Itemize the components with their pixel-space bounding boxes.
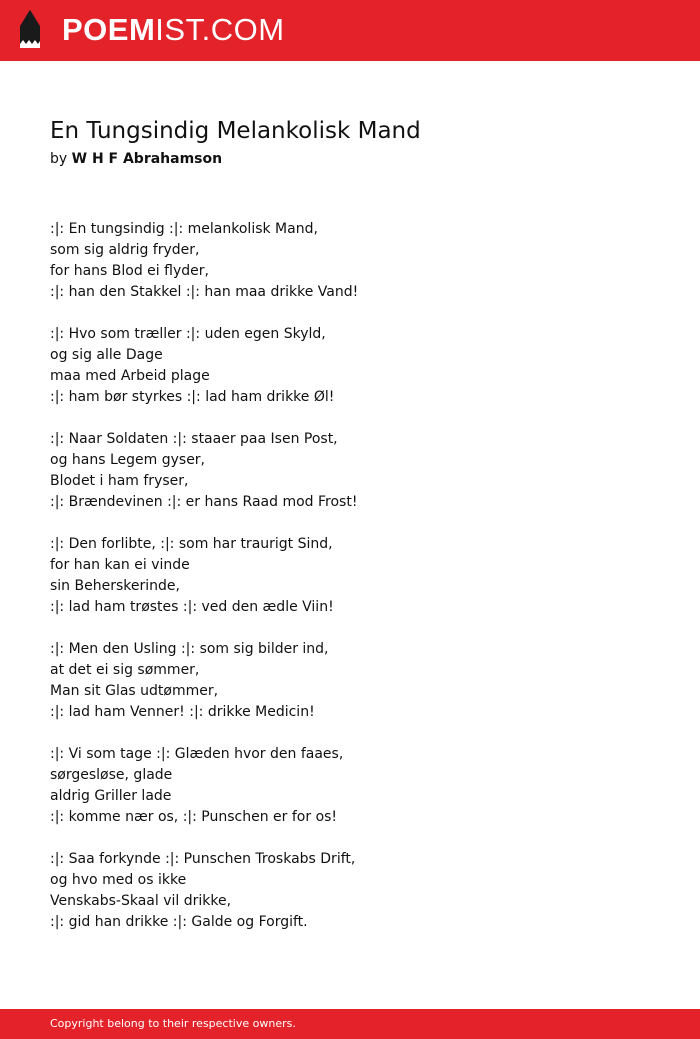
poem-line: :|: gid han drikke :|: Galde og Forgift. [50,914,308,930]
poem-title: En Tungsindig Melankolisk Mand [50,118,421,144]
stanza [50,324,358,408]
poem-line: :|: ham bør styrkes :|: lad ham drikke Øl! [50,389,335,405]
stanza [50,849,358,933]
poem-line: og sig alle Dage [50,347,163,363]
poem-line: :|: Brændevinen :|: er hans Raad mod Frost! [50,494,358,510]
poem-line: for hans Blod ei flyder, [50,263,209,279]
by-label: by [50,151,68,167]
poem-line: for han kan ei vinde [50,557,190,573]
poem-line: aldrig Griller lade [50,788,172,804]
poem-line: :|: lad ham Venner! :|: drikke Medicin! [50,704,315,720]
poem-line: :|: han den Stakkel :|: han maa drikke Vand! [50,284,359,300]
poem-line: Man sit Glas udtømmer, [50,683,219,699]
byline [50,149,222,169]
poem-line: Venskabs-Skaal vil drikke, [50,893,232,909]
poem-line: :|: Naar Soldaten :|: staaer paa Isen Post, [50,431,338,447]
poem-line: :|: Hvo som træller :|: uden egen Skyld, [50,326,326,342]
logo-light-text: IST.COM [155,12,285,47]
pencil-logo-icon [18,10,42,50]
stanza [50,534,358,618]
poem-line: og hans Legem gyser, [50,452,206,468]
poem-line: sørgesløse, glade [50,767,173,783]
stanza [50,744,358,828]
poem-line: sin Beherskerinde, [50,578,180,594]
poem-line: Blodet i ham fryser, [50,473,189,489]
stanza [50,219,358,303]
poem-line: maa med Arbeid plage [50,368,210,384]
author-name: W H F Abrahamson [71,151,223,167]
poem-body [50,219,358,954]
header-bar [0,0,700,61]
poem-line: :|: lad ham trøstes :|: ved den ædle Viin! [50,599,334,615]
stanza [50,429,358,513]
stanza [50,639,358,723]
copyright-text: Copyright belong to their respective owners. [50,1017,296,1030]
poem-line: :|: Men den Usling :|: som sig bilder ind, [50,641,329,657]
poem-line: :|: En tungsindig :|: melankolisk Mand, [50,221,318,237]
poem-line: :|: komme nær os, :|: Punschen er for os! [50,809,338,825]
poem-line: :|: Saa forkynde :|: Punschen Troskabs Drift, [50,851,356,867]
logo-bold-text: POEM [62,12,156,47]
poem-line: som sig aldrig fryder, [50,242,200,258]
poem-line: og hvo med os ikke [50,872,187,888]
poem-line: at det ei sig sømmer, [50,662,200,678]
poem-line: :|: Den forlibte, :|: som har traurigt Sind, [50,536,333,552]
poem-line: :|: Vi som tage :|: Glæden hvor den faaes, [50,746,344,762]
site-logo[interactable] [62,12,285,48]
footer-bar [0,1009,700,1039]
